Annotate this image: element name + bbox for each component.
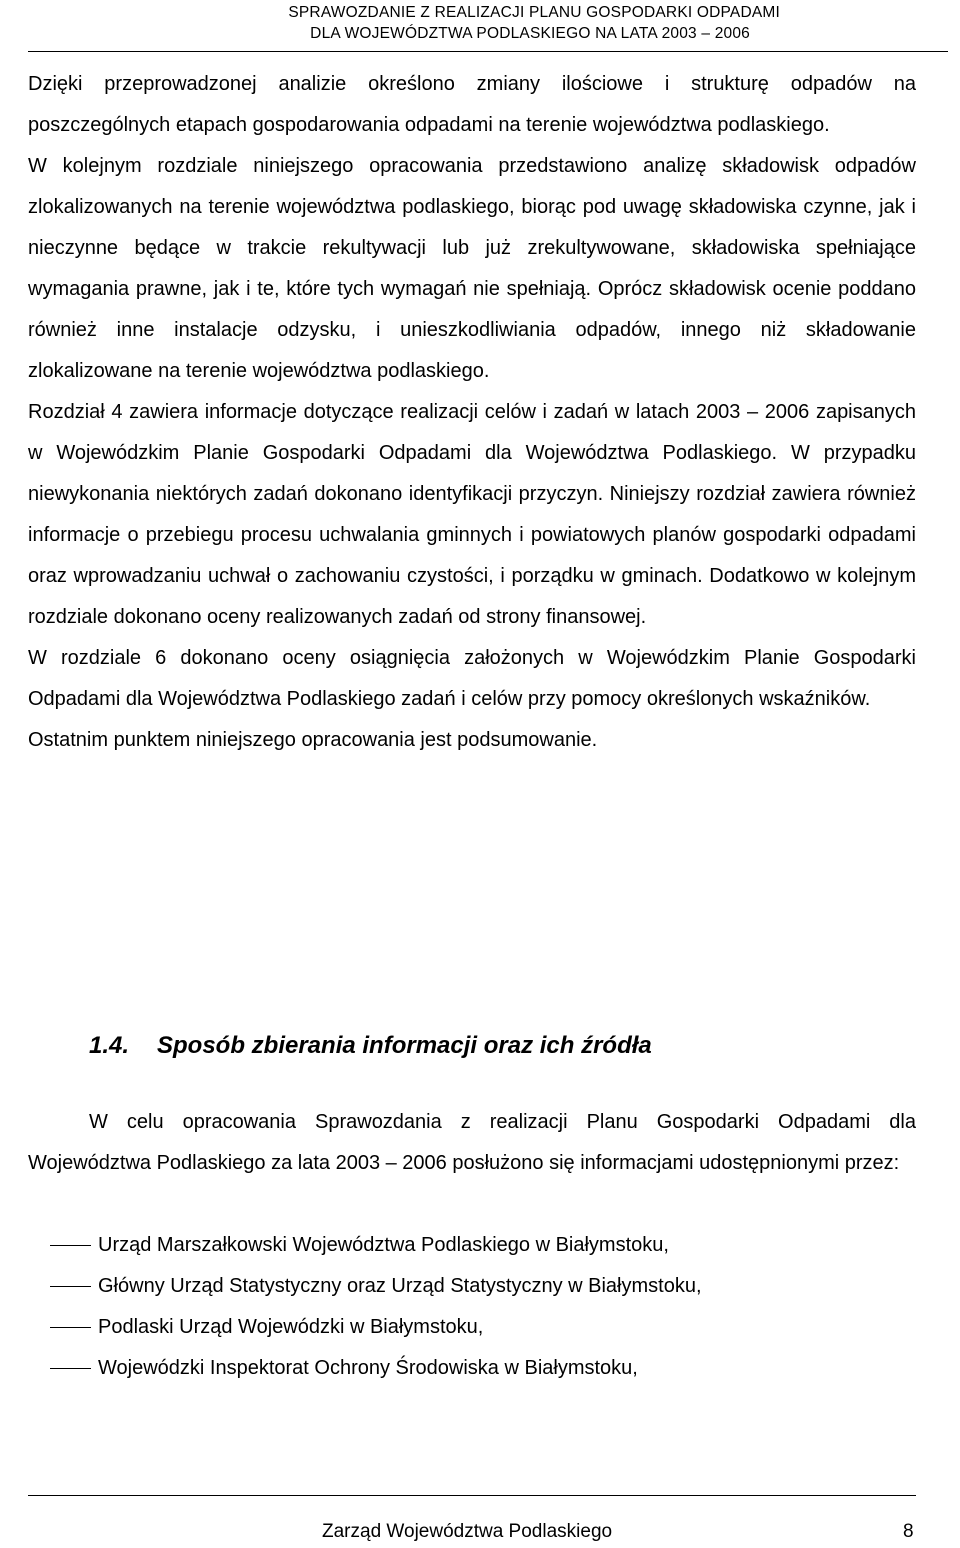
paragraph: Ostatnim punktem niniejszego opracowania jest podsumowanie. — [28, 729, 598, 751]
dash-bullet — [50, 1327, 91, 1328]
section-intro — [28, 1102, 916, 1184]
dash-bullet — [50, 1245, 91, 1246]
list-item — [28, 1307, 916, 1348]
body-text — [28, 64, 916, 761]
list-item — [28, 1266, 916, 1307]
section-intro-text: W celu opracowania Sprawozdania z realizacji Planu Gospodarki Odpadami dla Województwa Podlaskiego za lata 2003 – 2006 posłużono się informacjami udostępnionymi przez: — [28, 1111, 916, 1174]
dash-bullet — [50, 1368, 91, 1369]
list-item-text: Urząd Marszałkowski Województwa Podlaskiego w Białymstoku, — [98, 1234, 669, 1256]
section-title: Sposób zbierania informacji oraz ich źródła — [157, 1032, 652, 1059]
sources-list — [28, 1225, 916, 1389]
paragraph: Rozdział 4 zawiera informacje dotyczące realizacji celów i zadań w latach 2003 – 2006 zapisanych w Wojewódzkim Planie Gospodarki Odpadami dla Województwa Podlaskiego. W przypadku niewykonania niektórych zadań dokonano identyfikacji przyczyn. Niniejszy rozdział zawiera również informacje o przebiegu procesu uchwalania gminnych i powiatowych planów gospodarki odpadami oraz wprowadzaniu uchwał o zachowaniu czystości, i porządku w gminach. Dodatkowo w kolejnym rozdziale dokonano oceny realizowanych zadań od strony finansowej. — [28, 401, 916, 628]
header-title-line2: DLA WOJEWÓDZTWA PODLASKIEGO NA LATA 2003 – 2006 — [310, 25, 750, 42]
footer-divider — [28, 1495, 916, 1496]
footer-author: Zarząd Województwa Podlaskiego — [322, 1521, 613, 1542]
dash-bullet — [50, 1286, 91, 1287]
list-item-text: Wojewódzki Inspektorat Ochrony Środowiska w Białymstoku, — [98, 1357, 638, 1379]
section-number: 1.4. — [89, 1032, 130, 1059]
page-number: 8 — [903, 1521, 914, 1542]
page-header — [0, 0, 960, 54]
paragraph: W rozdziale 6 dokonano oceny osiągnięcia założonych w Wojewódzkim Planie Gospodarki Odpadami dla Województwa Podlaskiego zadań i celów przy pomocy określonych wskaźników. — [28, 647, 916, 710]
header-title-line1: SPRAWOZDANIE Z REALIZACJI PLANU GOSPODARKI ODPADAMI — [288, 4, 780, 21]
paragraph: W kolejnym rozdziale niniejszego opracowania przedstawiono analizę składowisk odpadów zlokalizowanych na terenie województwa podlaskiego, biorąc pod uwagę składowiska czynne, jak i nieczynne będące w trakcie rekultywacji lub już zrekultywowane, składowiska spełniające wymagania prawne, jak i te, które tych wymagań nie spełniają. Oprócz składowisk ocenie poddano również inne instalacje odzysku, i unieszkodliwiania odpadów, innego niż składowanie zlokalizowane na terenie województwa podlaskiego. — [28, 155, 916, 382]
list-item — [28, 1225, 916, 1266]
section-heading — [89, 1032, 652, 1060]
paragraph: Dzięki przeprowadzonej analizie określono zmiany ilościowe i strukturę odpadów na poszczególnych etapach gospodarowania odpadami na terenie województwa podlaskiego. — [28, 73, 916, 136]
list-item-text: Główny Urząd Statystyczny oraz Urząd Statystyczny w Białymstoku, — [98, 1275, 702, 1297]
header-divider — [28, 51, 948, 52]
list-item-text: Podlaski Urząd Wojewódzki w Białymstoku, — [98, 1316, 484, 1338]
list-item — [28, 1348, 916, 1389]
